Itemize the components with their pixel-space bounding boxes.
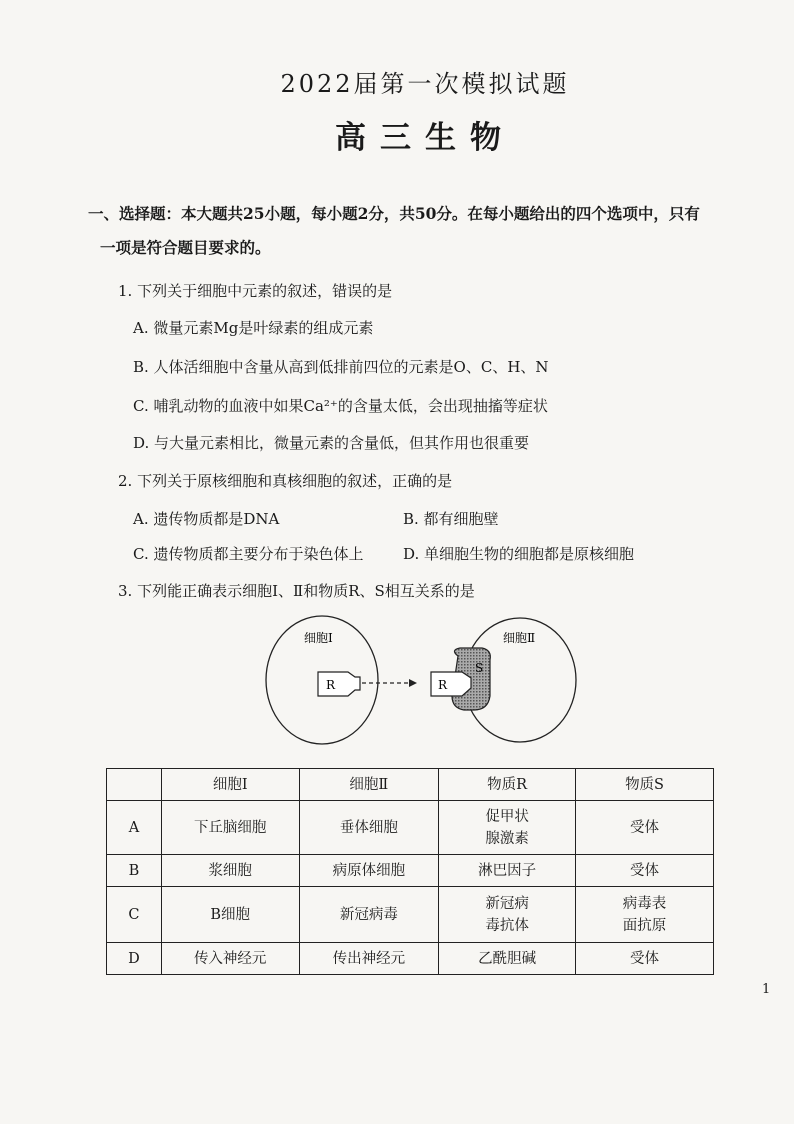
cell: 受体 [576, 855, 714, 887]
question-1-option-d: D. 与大量元素相比，微量元素的含量低，但其作用也很重要 [133, 434, 530, 452]
cell: 新冠病毒抗体 [439, 887, 576, 943]
r-label-1: R [326, 678, 336, 692]
cell: 下丘脑细胞 [161, 801, 299, 855]
cell: 病原体细胞 [299, 855, 439, 887]
cell: B细胞 [161, 887, 299, 943]
table-row [107, 855, 714, 887]
cell: 浆细胞 [161, 855, 299, 887]
table-row [107, 943, 714, 975]
subject-title: 高三生物 [335, 120, 515, 156]
row-label: B [107, 855, 162, 887]
cell: 新冠病毒 [299, 887, 439, 943]
header-cell: 细胞Ⅱ [299, 769, 439, 801]
table-row [107, 801, 714, 855]
arrow-head-icon [409, 679, 417, 687]
s-label: S [475, 661, 484, 675]
header-cell: 细胞Ⅰ [161, 769, 299, 801]
section-heading: 一、选择题：本大题共25小题，每小题2分，共50分。在每小题给出的四个选项中，只有 [88, 204, 700, 223]
table-header-row [107, 769, 714, 801]
question-1-option-a: A. 微量元素Mg是叶绿素的组成元素 [133, 319, 374, 337]
question-2-stem: 2. 下列关于原核细胞和真核细胞的叙述，正确的是 [118, 472, 453, 490]
cell-signaling-diagram [260, 610, 580, 760]
row-label: D [107, 943, 162, 975]
cell: 促甲状腺激素 [439, 801, 576, 855]
section-heading-cont: 一项是符合题目要求的。 [100, 238, 271, 257]
cell-2-label: 细胞Ⅱ [503, 631, 536, 645]
question-1-option-b: B. 人体活细胞中含量从高到低排前四位的元素是O、C、H、N [133, 358, 549, 376]
r-label-2: R [438, 678, 448, 692]
cell: 传出神经元 [299, 943, 439, 975]
header-cell: 物质S [576, 769, 714, 801]
signal-r-shape-cell1 [318, 672, 360, 696]
cell: 淋巴因子 [439, 855, 576, 887]
header-cell [107, 769, 162, 801]
row-label: A [107, 801, 162, 855]
cell-1-label: 细胞Ⅰ [304, 631, 333, 645]
signal-r-shape-cell2 [431, 672, 471, 696]
question-2-option-a: A. 遗传物质都是DNA [133, 510, 280, 528]
exam-title: 2022届第一次模拟试题 [280, 70, 570, 98]
cell: 受体 [576, 801, 714, 855]
question-3-stem: 3. 下列能正确表示细胞Ⅰ、Ⅱ和物质R、S相互关系的是 [118, 582, 475, 600]
question-2-option-c: C. 遗传物质都主要分布于染色体上 [133, 545, 364, 563]
row-label: C [107, 887, 162, 943]
question-1-stem: 1. 下列关于细胞中元素的叙述，错误的是 [118, 282, 393, 300]
cell: 病毒表面抗原 [576, 887, 714, 943]
question-1-option-c: C. 哺乳动物的血液中如果Ca²⁺的含量太低，会出现抽搐等症状 [133, 397, 548, 415]
question-2-option-d: D. 单细胞生物的细胞都是原核细胞 [403, 545, 635, 563]
answer-options-table [106, 768, 714, 975]
cell: 垂体细胞 [299, 801, 439, 855]
question-2-option-b: B. 都有细胞壁 [403, 510, 499, 528]
cell: 受体 [576, 943, 714, 975]
cell: 传入神经元 [161, 943, 299, 975]
cell: 乙酰胆碱 [439, 943, 576, 975]
page-number: 1 [762, 982, 771, 997]
header-cell: 物质R [439, 769, 576, 801]
table-row [107, 887, 714, 943]
